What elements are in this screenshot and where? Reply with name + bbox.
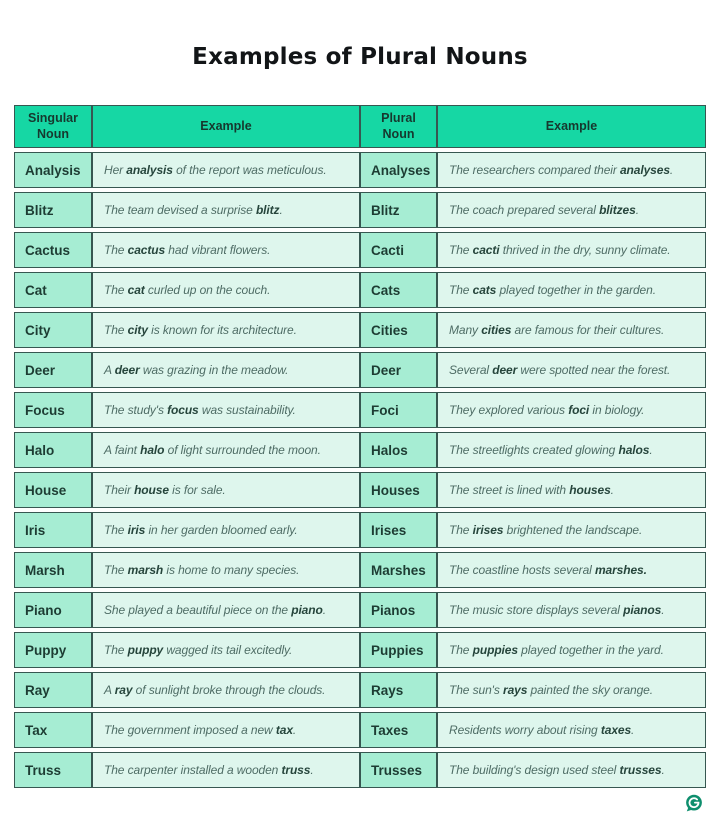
singular-example-cell: The iris in her garden bloomed early. — [92, 512, 360, 548]
singular-noun-cell: Blitz — [14, 192, 92, 228]
plural-example-cell: The streetlights created glowing halos. — [437, 432, 706, 468]
singular-example-cell: The government imposed a new tax. — [92, 712, 360, 748]
singular-example-cell: The team devised a surprise blitz. — [92, 192, 360, 228]
singular-noun-cell: Cactus — [14, 232, 92, 268]
header-singular-example: Example — [92, 105, 360, 148]
header-plural-noun: Plural Noun — [360, 105, 437, 148]
singular-noun-cell: Tax — [14, 712, 92, 748]
table-row — [14, 472, 706, 508]
table-row — [14, 512, 706, 548]
plural-noun-cell: Taxes — [360, 712, 437, 748]
table-row — [14, 632, 706, 668]
singular-noun-cell: Truss — [14, 752, 92, 788]
singular-example-cell: Their house is for sale. — [92, 472, 360, 508]
header-plural-example: Example — [437, 105, 706, 148]
table-row — [14, 432, 706, 468]
plural-example-cell: The music store displays several pianos. — [437, 592, 706, 628]
singular-noun-cell: Ray — [14, 672, 92, 708]
singular-example-cell: She played a beautiful piece on the piano. — [92, 592, 360, 628]
singular-noun-cell: Puppy — [14, 632, 92, 668]
plural-noun-cell: Halos — [360, 432, 437, 468]
table-row — [14, 312, 706, 348]
table-row — [14, 552, 706, 588]
plural-example-cell: The cats played together in the garden. — [437, 272, 706, 308]
singular-example-cell: The carpenter installed a wooden truss. — [92, 752, 360, 788]
table-row — [14, 752, 706, 788]
singular-noun-cell: Deer — [14, 352, 92, 388]
plural-noun-cell: Blitz — [360, 192, 437, 228]
table-row — [14, 592, 706, 628]
table-header-row — [14, 105, 706, 148]
table-body — [14, 152, 706, 788]
plural-example-cell: Many cities are famous for their cultures. — [437, 312, 706, 348]
plural-example-cell: Residents worry about rising taxes. — [437, 712, 706, 748]
singular-noun-cell: City — [14, 312, 92, 348]
plural-example-cell: The researchers compared their analyses. — [437, 152, 706, 188]
plural-example-cell: The street is lined with houses. — [437, 472, 706, 508]
singular-noun-cell: Focus — [14, 392, 92, 428]
plural-noun-cell: Trusses — [360, 752, 437, 788]
singular-noun-cell: Iris — [14, 512, 92, 548]
singular-noun-cell: Piano — [14, 592, 92, 628]
plural-noun-cell: Cities — [360, 312, 437, 348]
table-row — [14, 152, 706, 188]
plural-noun-cell: Foci — [360, 392, 437, 428]
plural-example-cell: The cacti thrived in the dry, sunny climate. — [437, 232, 706, 268]
singular-example-cell: The cat curled up on the couch. — [92, 272, 360, 308]
page-title: Examples of Plural Nouns — [192, 44, 528, 70]
singular-example-cell: A deer was grazing in the meadow. — [92, 352, 360, 388]
singular-noun-cell: Cat — [14, 272, 92, 308]
plural-noun-cell: Houses — [360, 472, 437, 508]
table-row — [14, 232, 706, 268]
singular-example-cell: The puppy wagged its tail excitedly. — [92, 632, 360, 668]
table-row — [14, 352, 706, 388]
plural-noun-cell: Analyses — [360, 152, 437, 188]
plural-example-cell: The puppies played together in the yard. — [437, 632, 706, 668]
table-row — [14, 192, 706, 228]
plural-noun-cell: Deer — [360, 352, 437, 388]
singular-noun-cell: Halo — [14, 432, 92, 468]
header-singular-noun: Singular Noun — [14, 105, 92, 148]
plural-example-cell: The coastline hosts several marshes. — [437, 552, 706, 588]
plural-example-cell: Several deer were spotted near the forest. — [437, 352, 706, 388]
singular-example-cell: Her analysis of the report was meticulous. — [92, 152, 360, 188]
plural-noun-cell: Rays — [360, 672, 437, 708]
singular-example-cell: The cactus had vibrant flowers. — [92, 232, 360, 268]
plural-example-cell: The coach prepared several blitzes. — [437, 192, 706, 228]
plural-example-cell: The irises brightened the landscape. — [437, 512, 706, 548]
table-row — [14, 672, 706, 708]
plural-noun-cell: Marshes — [360, 552, 437, 588]
plural-noun-cell: Cacti — [360, 232, 437, 268]
plural-noun-cell: Irises — [360, 512, 437, 548]
grammarly-logo-icon — [685, 794, 703, 812]
singular-example-cell: The marsh is home to many species. — [92, 552, 360, 588]
table-row — [14, 392, 706, 428]
singular-noun-cell: House — [14, 472, 92, 508]
singular-noun-cell: Analysis — [14, 152, 92, 188]
singular-example-cell: The study's focus was sustainability. — [92, 392, 360, 428]
table-row — [14, 272, 706, 308]
plural-noun-cell: Cats — [360, 272, 437, 308]
singular-example-cell: A ray of sunlight broke through the clouds. — [92, 672, 360, 708]
plural-noun-cell: Puppies — [360, 632, 437, 668]
plural-noun-cell: Pianos — [360, 592, 437, 628]
plural-example-cell: The sun's rays painted the sky orange. — [437, 672, 706, 708]
plural-nouns-table — [14, 101, 706, 792]
singular-example-cell: A faint halo of light surrounded the moon. — [92, 432, 360, 468]
singular-example-cell: The city is known for its architecture. — [92, 312, 360, 348]
plural-example-cell: They explored various foci in biology. — [437, 392, 706, 428]
plural-example-cell: The building's design used steel trusses. — [437, 752, 706, 788]
singular-noun-cell: Marsh — [14, 552, 92, 588]
table-row — [14, 712, 706, 748]
